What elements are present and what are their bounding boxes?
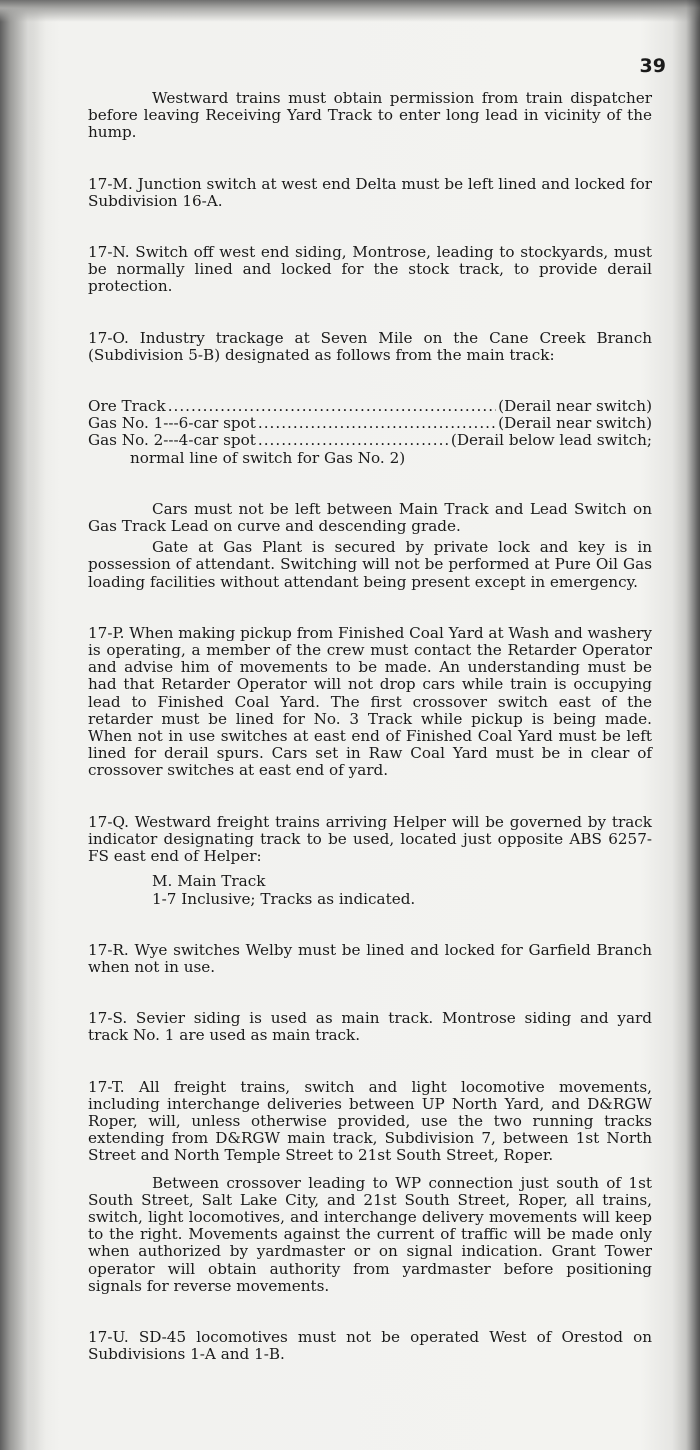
paragraph-17-m: 17-M. Junction switch at west end Delta must be left lined and locked for Subdivision 16-A. (88, 174, 652, 210)
track-list (88, 398, 652, 467)
paragraph-17-s: 17-S. Sevier siding is used as main track. Montrose siding and yard track No. 1 are used as main track. (88, 1009, 652, 1045)
track-item (88, 432, 652, 449)
paragraph-17-n: 17-N. Switch off west end siding, Montrose, leading to stockyards, must be normally lined and locked for the stock track, to provide derail protection. (88, 243, 652, 296)
paragraph-intro: Westward trains must obtain permission from train dispatcher before leaving Receiving Yard Track to enter long lead in vicinity of the hump. (88, 89, 652, 142)
paragraph-17-q: 17-Q. Westward freight trains arriving Helper will be governed by track indicator designating track to be used, located just opposite ABS 6257-FS east end of Helper: (88, 812, 652, 866)
page-edge-shadow (686, 0, 700, 1450)
track-item (88, 415, 652, 432)
dot-leader (168, 398, 496, 415)
paragraph-17-o-cars: Cars must not be left between Main Track and Lead Switch on Gas Track Lead on curve and descending grade. (88, 499, 652, 536)
paragraph-17-r: 17-R. Wye switches Welby must be lined and locked for Garfield Branch when not in use. (88, 940, 652, 976)
track-note: (Derail below lead switch; (450, 431, 652, 450)
paragraph-17-o: 17-O. Industry trackage at Seven Mile on the Cane Creek Branch (Subdivision 5-B) designated as follows from the main track: (88, 328, 652, 364)
track-note: (Derail near switch) (498, 397, 652, 416)
track-note: (Derail near switch) (498, 414, 652, 433)
indicator-code: M. Main Track (152, 872, 266, 891)
binding-gutter (0, 0, 46, 1450)
paragraph-17-o-gate: Gate at Gas Plant is secured by private lock and key is in possession of attendant. Switching will not be performed at Pure Oil Gas loading facilities without attendant being present except in emergency. (88, 538, 652, 591)
track-continuation: normal line of switch for Gas No. 2) (130, 448, 406, 467)
track-label: Gas No. 1---6-car spot (88, 414, 256, 433)
track-label: Ore Track (88, 397, 166, 416)
indicator-code-list (88, 873, 652, 907)
paragraph-17-t-crossover: Between crossover leading to WP connection just south of 1st South Street, Salt Lake City, and 21st South Street, Roper, all trains, switch, light locomotives, and interchange delivery movements will keep to the right. Movements against the current of traffic will be made only when authorized by yardmaster or on signal indication. Grant Tower operator will obtain authority from yardmaster before positioning signals for reverse movements. (88, 1173, 652, 1295)
top-shadow (0, 0, 700, 22)
page-number: 39 (639, 55, 666, 77)
paragraph-17-p: 17-P. When making pickup from Finished Coal Yard at Wash and washery is operating, a member of the crew must contact the Retarder Operator and advise him of movements to be made. An understanding must be had that Retarder Operator will not drop cars while train is occupying lead to Finished Coal Yard. The first crossover switch east of the retarder must be lined for No. 3 Track while pickup is being made. When not in use switches at east end of Finished Coal Yard must be left lined for derail spurs. Cars set in Raw Coal Yard must be in clear of crossover switches at east end of yard. (88, 623, 652, 780)
paragraph-17-u: 17-U. SD-45 locomotives must not be operated West of Orestod on Subdivisions 1-A and 1-B. (88, 1327, 652, 1364)
paragraph-17-t: 17-T. All freight trains, switch and light locomotive movements, including interchange deliveries between UP North Yard, and D&RGW Roper, will, unless otherwise provided, use the two running tracks extending from D&RGW main track, Subdivision 7, between 1st North Street and North Temple Street to 21st South Street, Roper. (88, 1077, 652, 1165)
page-body (88, 90, 652, 1363)
dot-leader (258, 415, 496, 432)
indicator-code: 1-7 Inclusive; Tracks as indicated. (152, 889, 416, 908)
track-label: Gas No. 2---4-car spot (88, 431, 256, 450)
dot-leader (258, 432, 449, 449)
track-item (88, 398, 652, 415)
